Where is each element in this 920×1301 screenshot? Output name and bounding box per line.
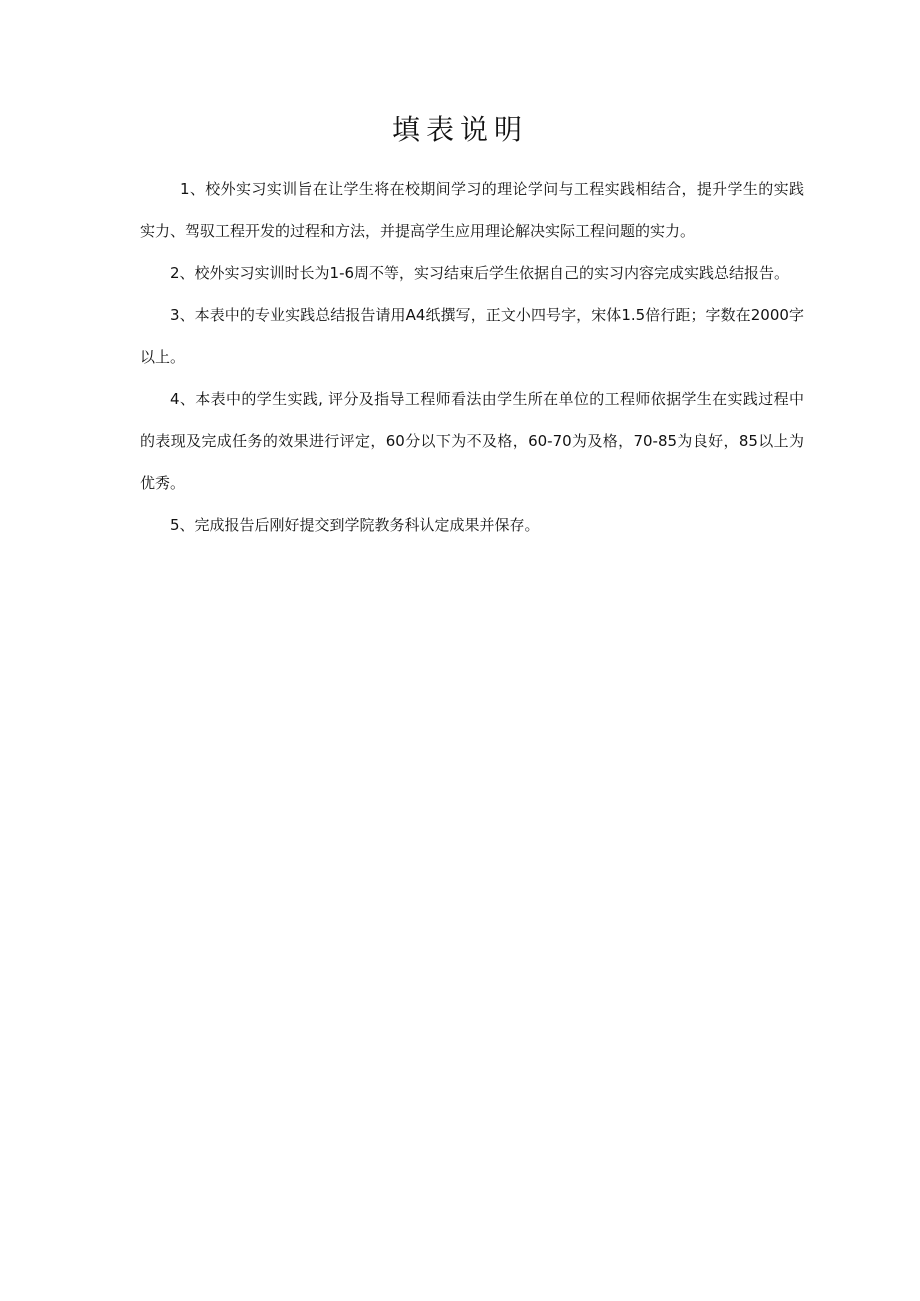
instruction-item-2: 2、校外实习实训时长为1-6周不等，实习结束后学生依据自己的实习内容完成实践总结报告。 — [170, 264, 790, 282]
instruction-item-5: 5、完成报告后刚好提交到学院教务科认定成果并保存。 — [170, 516, 540, 534]
page-title: 填表说明 — [391, 113, 528, 146]
instruction-item-4: 4、本表中的学生实践, 评分及指导工程师看法由学生所在单位的工程师依据学生在实践过程中的表现及完成任务的效果进行评定，60分以下为不及格，60-70为及格，70-85为良好，85以上为优秀。 — [140, 390, 804, 492]
instructions-list — [140, 168, 804, 546]
instruction-item-1: 1、校外实习实训旨在让学生将在校期间学习的理论学问与工程实践相结合，提升学生的实践实力、驾驭工程开发的过程和方法，并提高学生应用理论解决实际工程问题的实力。 — [140, 180, 804, 240]
instruction-item-3: 3、本表中的专业实践总结报告请用A4纸撰写，正文小四号字，宋体1.5倍行距；字数在2000字以上。 — [140, 306, 804, 366]
